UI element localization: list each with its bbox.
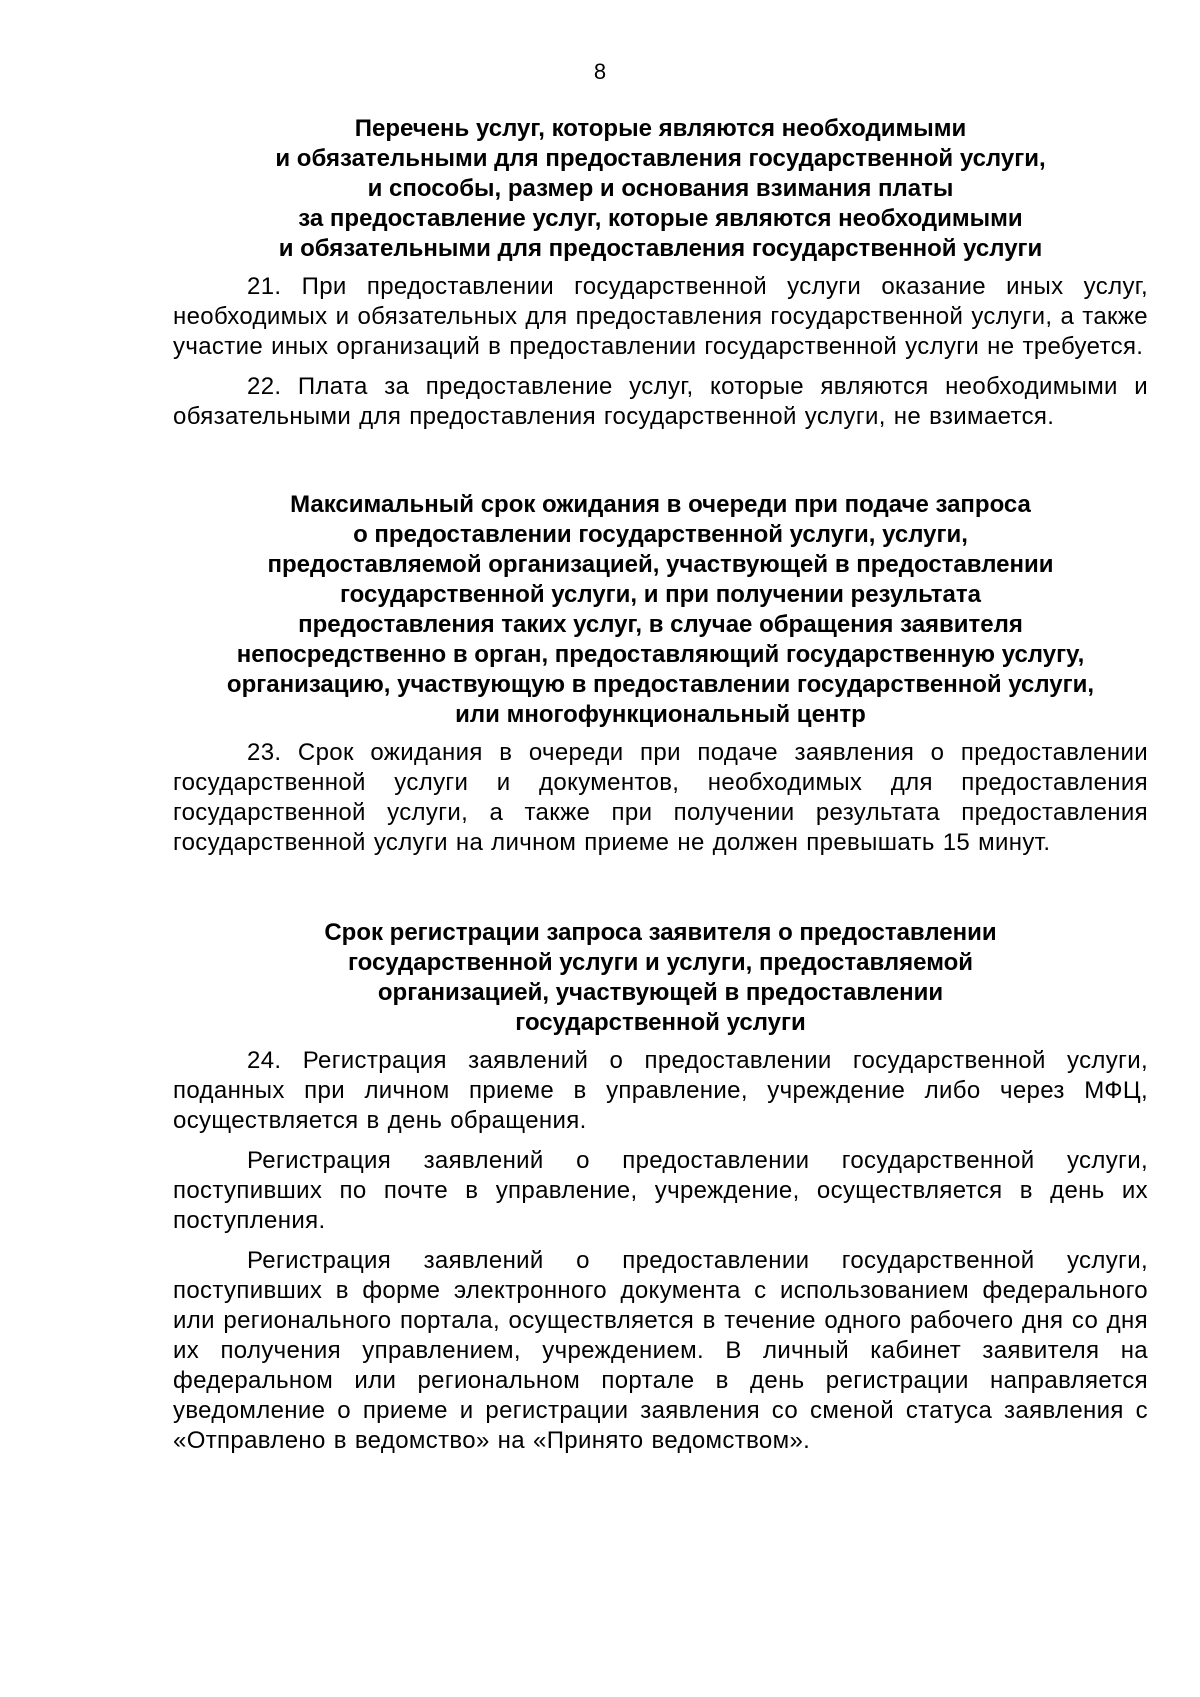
- heading-line: государственной услуги, и при получении результата: [339, 581, 982, 608]
- heading-line: и обязательными для предоставления государственной услуги: [278, 235, 1043, 262]
- heading-line: Максимальный срок ожидания в очереди при подаче запроса: [290, 491, 1031, 518]
- paragraph-22: 22. Плата за предоставление услуг, которые являются необходимыми и обязательными для предоставления государственной услуги, не взимается.: [173, 373, 1148, 430]
- heading-line: предоставления таких услуг, в случае обращения заявителя: [298, 611, 1023, 638]
- heading-line: за предоставление услуг, которые являются необходимыми: [298, 205, 1023, 232]
- heading-line: организацию, участвующую в предоставлении государственной услуги,: [226, 671, 1095, 698]
- heading-line: Срок регистрации запроса заявителя о предоставлении: [324, 919, 997, 946]
- section-heading-services-list: [173, 114, 1148, 264]
- heading-line: и обязательными для предоставления государственной услуги,: [275, 145, 1046, 172]
- heading-line: государственной услуги и услуги, предоставляемой: [347, 949, 974, 976]
- page-number: 8: [593, 59, 607, 84]
- document-body: [173, 114, 1148, 1456]
- paragraph-21: 21. При предоставлении государственной услуги оказание иных услуг, необходимых и обязательных для предоставления государственной услуги, а также участие иных организаций в предоставлении государственной услуги не требуется.: [173, 273, 1148, 360]
- heading-line: государственной услуги: [515, 1009, 806, 1036]
- paragraph-23: 23. Срок ожидания в очереди при подаче заявления о предоставлении государственной услуги и документов, необходимых для предоставления государственной услуги, а также при получении результата предоставления государственной услуги на личном приеме не должен превышать 15 минут.: [173, 739, 1148, 856]
- section-heading-queue-wait-time: [173, 490, 1148, 730]
- heading-line: и способы, размер и основания взимания платы: [367, 175, 954, 202]
- heading-line: непосредственно в орган, предоставляющий государственную услугу,: [236, 641, 1085, 668]
- heading-line: организацией, участвующей в предоставлении: [377, 979, 944, 1006]
- paragraph-electronic-registration: Регистрация заявлений о предоставлении государственной услуги, поступивших в форме электронного документа с использованием федерального или регионального портала, осуществляется в течение одного рабочего дня со дня их получения управлением, учреждением. В личный кабинет заявителя на федеральном или региональном портале в день регистрации направляется уведомление о приеме и регистрации заявления со сменой статуса заявления с «Отправлено в ведомство» на «Принято ведомством».: [173, 1247, 1148, 1454]
- heading-line: или многофункциональный центр: [455, 701, 866, 728]
- paragraph-mail-registration: Регистрация заявлений о предоставлении государственной услуги, поступивших по почте в управление, учреждение, осуществляется в день их поступления.: [173, 1147, 1148, 1234]
- heading-line: о предоставлении государственной услуги, услуги,: [353, 521, 968, 548]
- heading-line: Перечень услуг, которые являются необходимыми: [354, 115, 967, 142]
- heading-line: предоставляемой организацией, участвующей в предоставлении: [267, 551, 1054, 578]
- section-heading-registration-time: [173, 918, 1148, 1038]
- paragraph-24: 24. Регистрация заявлений о предоставлении государственной услуги, поданных при личном приеме в управление, учреждение либо через МФЦ, осуществляется в день обращения.: [173, 1047, 1148, 1134]
